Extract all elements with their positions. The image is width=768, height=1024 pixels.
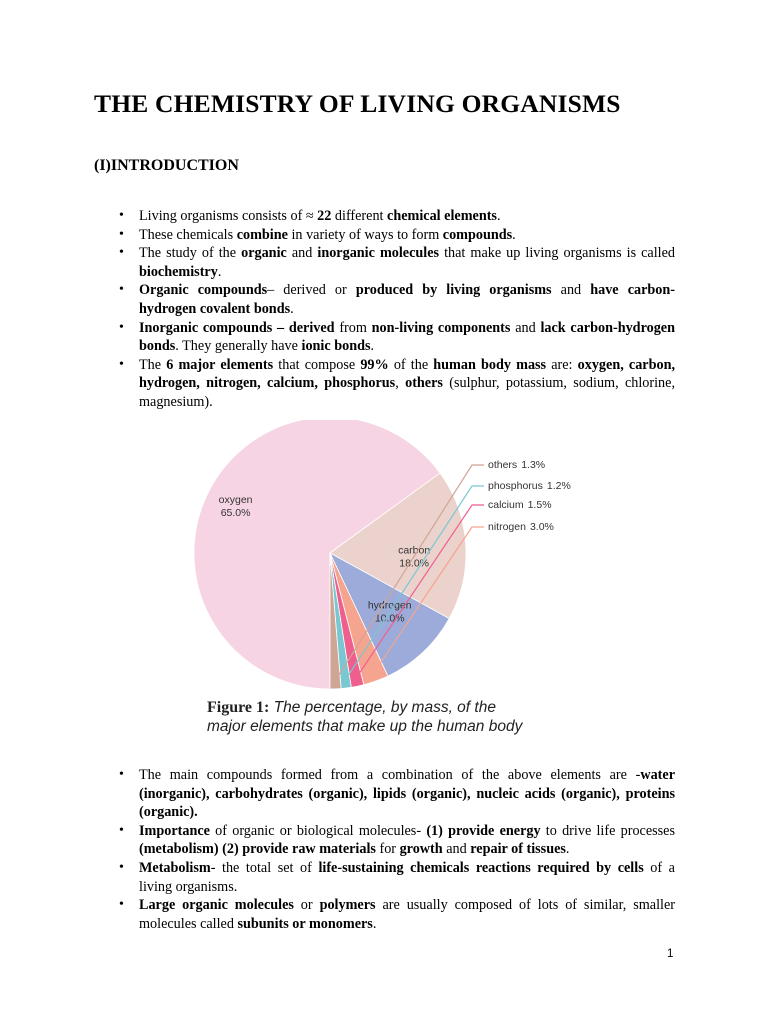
bold-text-run: (metabolism) (2) provide raw materials <box>139 841 376 858</box>
text-run: . <box>370 338 375 355</box>
bold-text-run: biochemistry <box>139 263 218 280</box>
bullet-item <box>139 859 675 896</box>
bold-text-run: others <box>405 375 443 392</box>
text-run: – derived or <box>267 282 356 299</box>
section-heading: (I)INTRODUCTION <box>94 157 239 174</box>
bold-text-run: non-living components <box>371 319 511 336</box>
bold-text-run: Large organic molecules <box>139 897 294 914</box>
intro-bullet-list <box>139 207 675 412</box>
slice-name-label: hydrogen <box>367 599 412 612</box>
text-run: that compose <box>273 356 361 373</box>
callout-name: nitrogen <box>488 521 526 533</box>
compounds-bullet-list <box>139 766 675 933</box>
text-run: to drive life processes <box>540 822 675 839</box>
bold-text-run: Importance <box>139 822 210 839</box>
callout-label-calcium <box>488 499 552 511</box>
pie-chart-svg <box>190 420 600 695</box>
bullet-item <box>139 822 675 859</box>
text-run: in variety of ways to form <box>287 226 443 243</box>
text-run: and <box>551 282 591 299</box>
text-run: for <box>375 841 400 858</box>
bold-text-run: lack carbon-hydrogen bonds <box>139 319 675 355</box>
callout-value: 1.5% <box>527 499 552 511</box>
text-run: . <box>372 915 377 932</box>
text-run: . They generally have <box>175 338 302 355</box>
callout-label-others <box>488 459 545 471</box>
bullet-item <box>139 356 675 412</box>
text-run: are: <box>546 356 578 373</box>
text-run: and <box>442 841 471 858</box>
bold-text-run: subunits or monomers <box>237 915 373 932</box>
callout-name: calcium <box>488 499 524 511</box>
text-run: (sulphur, potassium, sodium, chlorine, magnesium). <box>139 375 675 410</box>
bold-text-run: (1) provide energy <box>426 822 541 839</box>
slice-value-label: 65.0% <box>220 507 251 520</box>
text-run: of the <box>388 356 434 373</box>
text-run: of organic or biological molecules- <box>209 822 427 839</box>
bullet-item <box>139 896 675 933</box>
page-number: 1 <box>667 948 674 960</box>
bold-text-run: organic <box>241 245 287 262</box>
callout-name: phosphorus <box>488 480 543 492</box>
text-run: . <box>217 263 222 280</box>
page-title: THE CHEMISTRY OF LIVING ORGANISMS <box>94 89 621 118</box>
text-run: The main compounds formed from a combination of the above elements are - <box>139 767 641 783</box>
slice-name-label: carbon <box>398 544 431 557</box>
slice-value-label: 18.0% <box>399 557 430 570</box>
text-run: These chemicals <box>139 226 237 243</box>
callout-value: 1.2% <box>546 480 571 492</box>
text-run: The study of the <box>139 245 242 262</box>
text-run: . <box>496 208 501 224</box>
bold-text-run: ionic bonds <box>301 338 371 355</box>
bold-text-run: have carbon-hydrogen covalent bonds <box>139 282 675 317</box>
bold-text-run: Organic compounds <box>139 282 268 299</box>
bullet-item <box>139 207 675 226</box>
bold-text-run: chemical elements <box>387 208 497 224</box>
element-mass-pie-chart <box>190 420 600 695</box>
bullet-item <box>139 281 675 318</box>
text-run: , <box>395 375 406 392</box>
text-run: Living organisms consists of ≈ <box>139 208 318 224</box>
text-run: that make up living organisms is called <box>439 245 675 262</box>
bold-text-run: oxygen, carbon, hydrogen, nitrogen, calcium, phosphorus <box>139 356 676 392</box>
bold-text-run: 99% <box>360 356 389 373</box>
bold-text-run: produced by living organisms <box>355 282 552 299</box>
text-run: - the total set of <box>210 859 319 876</box>
text-run: . <box>290 300 294 317</box>
text-run: or <box>293 897 320 914</box>
callout-value: 1.3% <box>521 459 546 471</box>
text-run: are usually composed of lots of similar, smaller molecules called <box>139 897 675 932</box>
text-run: and <box>286 245 318 262</box>
callout-value: 3.0% <box>529 521 554 533</box>
bold-text-run: 6 major elements <box>166 356 274 373</box>
bullet-item <box>139 226 675 245</box>
callout-name: others <box>488 459 518 471</box>
text-run: from <box>334 319 372 336</box>
text-run: . <box>565 841 570 858</box>
bullet-item <box>139 244 675 281</box>
text-run: . <box>512 226 516 243</box>
bold-text-run: Inorganic compounds – derived <box>139 319 335 336</box>
callout-label-nitrogen <box>488 521 554 533</box>
bold-text-run: compounds <box>442 226 513 243</box>
bullet-item <box>139 766 675 822</box>
figure-label: Figure 1: <box>207 699 270 716</box>
bullet-item <box>139 319 675 356</box>
bold-text-run: inorganic molecules <box>317 245 440 262</box>
bold-text-run: life-sustaining chemicals reactions required by cells <box>318 859 644 876</box>
bold-text-run: 22 <box>317 208 332 224</box>
bold-text-run: combine <box>236 226 288 243</box>
bold-text-run: polymers <box>319 897 376 914</box>
bold-text-run: water (inorganic), carbohydrates (organic), lipids (organic), nucleic acids (organic), proteins (organic). <box>139 767 675 821</box>
text-run: The <box>139 356 167 373</box>
bold-text-run: repair of tissues <box>470 841 566 858</box>
callout-label-phosphorus <box>488 480 571 492</box>
bold-text-run: growth <box>399 841 443 858</box>
bold-text-run: Metabolism <box>139 859 211 876</box>
figure-caption-text: The percentage, by mass, of the major elements that make up the human body <box>207 699 523 735</box>
text-run: different <box>331 208 388 224</box>
slice-name-label: oxygen <box>218 494 253 507</box>
slice-value-label: 10.0% <box>374 612 405 625</box>
text-run: and <box>510 319 541 336</box>
figure-caption <box>207 698 537 736</box>
text-run: of a living organisms. <box>139 859 675 895</box>
bold-text-run: human body mass <box>433 356 547 373</box>
